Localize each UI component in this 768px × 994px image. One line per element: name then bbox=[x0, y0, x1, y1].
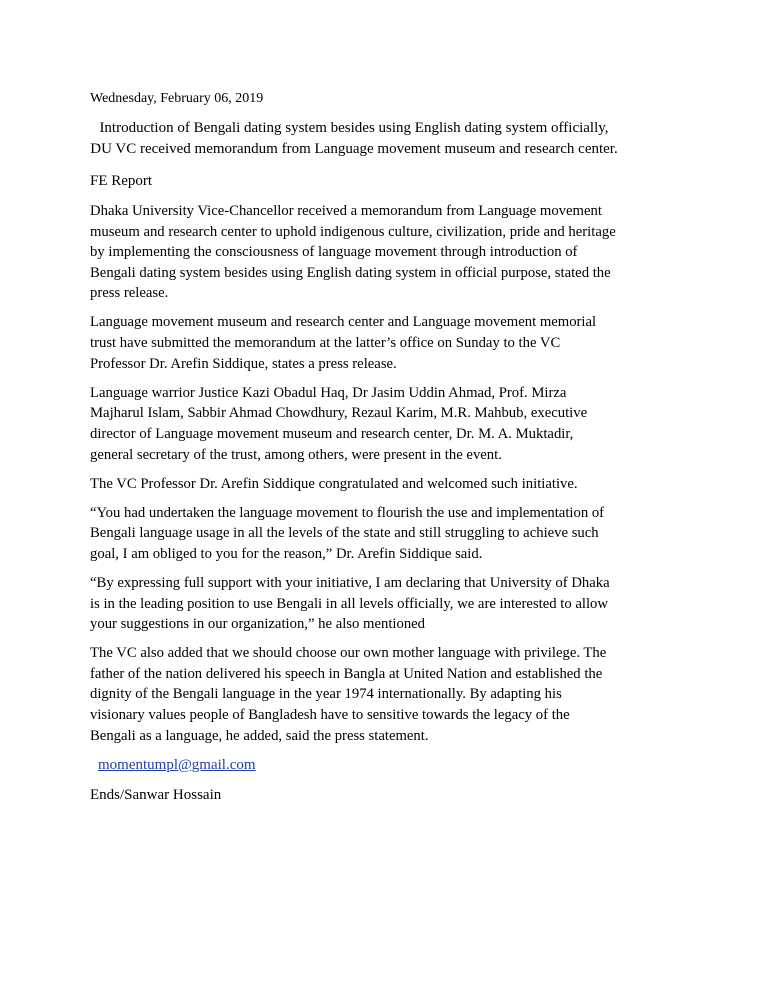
signoff: Ends/Sanwar Hossain bbox=[90, 786, 222, 803]
email-link[interactable]: momentumpl@gmail.com bbox=[98, 756, 256, 773]
paragraph-quote-obliged: “You had undertaken the language movement to flourish the use and implementation of Bengali language usage in all the levels of the state and still struggling to achieve such goal, I am obliged to you for the reason,” Dr. Arefin Siddique said. bbox=[90, 504, 605, 562]
document-date: Wednesday, February 06, 2019 bbox=[90, 91, 264, 106]
email-line bbox=[90, 755, 618, 775]
paragraph-attendees: Language warrior Justice Kazi Obadul Haq, Dr Jasim Uddin Ahmad, Prof. Mirza Majharul Islam, Sabbir Ahmad Chowdhury, Rezaul Karim, M.R. Mahbub, executive director of Language movement museum and research center, Dr. M. A. Muktadir, general secretary of the trust, among others, were present in the event. bbox=[90, 384, 588, 463]
headline: Introduction of Bengali dating system besides using English dating system officially, DU VC received memorandum from Language movement museum and research center. bbox=[90, 120, 618, 157]
paragraph-congratulation: The VC Professor Dr. Arefin Siddique congratulated and welcomed such initiative. bbox=[90, 475, 578, 492]
document-body bbox=[90, 90, 618, 805]
paragraph-memorandum: Dhaka University Vice-Chancellor received a memorandum from Language movement museum and research center to uphold indigenous culture, civilization, pride and heritage by implementing the consciousness of language movement through introduction of Bengali dating system besides using English dating system in official purpose, stated the press release. bbox=[90, 203, 616, 302]
paragraph-submission: Language movement museum and research center and Language movement memorial trust have submitted the memorandum at the latter’s office on Sunday to the VC Professor Dr. Arefin Siddique, states a press release. bbox=[90, 314, 597, 372]
paragraph-quote-support: “By expressing full support with your initiative, I am declaring that University of Dhaka is in the leading position to use Bengali in all levels officially, we are interested to allow your suggestions in our organization,” he also mentioned bbox=[90, 575, 610, 633]
byline: FE Report bbox=[90, 173, 153, 189]
paragraph-mother-language: The VC also added that we should choose our own mother language with privilege. The father of the nation delivered his speech in Bangla at United Nation and established the dignity of the Bengali language in the year 1974 internationally. By adapting his visionary values people of Bangladesh have to sensitive towards the legacy of the Bengali as a language, he added, said the press statement. bbox=[90, 645, 607, 744]
